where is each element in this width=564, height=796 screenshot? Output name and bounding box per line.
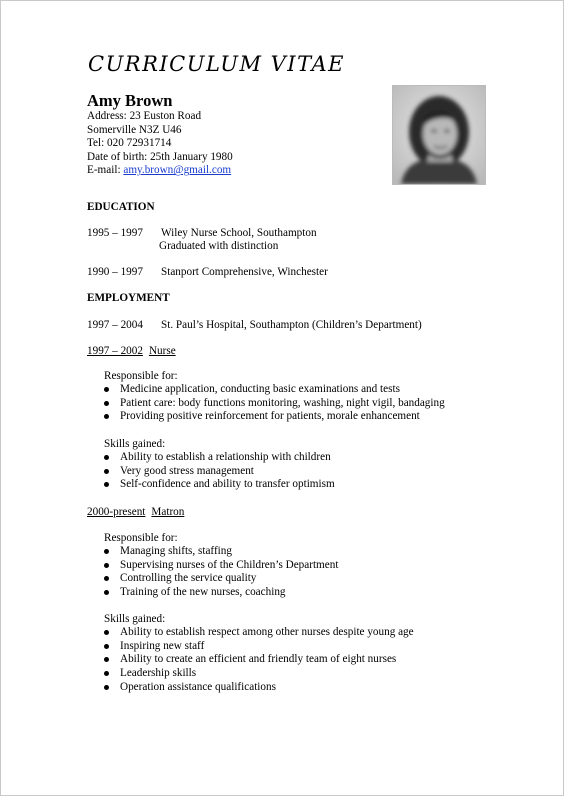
education-row bbox=[87, 226, 317, 240]
bullet-icon bbox=[104, 630, 109, 635]
address-line: Address: 23 Euston Road bbox=[87, 110, 202, 122]
bullet-icon bbox=[104, 657, 109, 662]
list-item: Medicine application, conducting basic examinations and tests bbox=[104, 383, 445, 397]
role-nurse-heading bbox=[87, 344, 176, 358]
bullet-icon bbox=[104, 590, 109, 595]
email-label: E-mail: bbox=[87, 164, 121, 177]
list-item: Very good stress management bbox=[104, 465, 335, 479]
responsible-label: Responsible for: bbox=[104, 532, 178, 544]
education-school: Stanport Comprehensive, Winchester bbox=[161, 266, 328, 278]
employer-dates: 1997 – 2004 bbox=[87, 319, 143, 331]
list-item: Ability to establish respect among other nurses despite young age bbox=[104, 626, 414, 640]
nurse-responsibilities bbox=[104, 383, 445, 424]
list-item: Operation assistance qualifications bbox=[104, 681, 414, 695]
list-item: Patient care: body functions monitoring, washing, night vigil, bandaging bbox=[104, 397, 445, 411]
bullet-icon bbox=[104, 576, 109, 581]
bullet-icon bbox=[104, 685, 109, 690]
role-matron-heading bbox=[87, 505, 184, 519]
bullet-icon bbox=[104, 469, 109, 474]
education-heading: EDUCATION bbox=[87, 201, 155, 213]
email-link[interactable]: amy.brown@gmail.com bbox=[123, 164, 232, 177]
role-title: Matron bbox=[151, 506, 185, 518]
skills-label: Skills gained: bbox=[104, 438, 166, 450]
birth-date-line: Date of birth: 25th January 1980 bbox=[87, 150, 233, 163]
bullet-icon bbox=[104, 563, 109, 568]
nurse-skills bbox=[104, 451, 335, 492]
list-item: Managing shifts, staffing bbox=[104, 545, 338, 559]
list-item: Self-confidence and ability to transfer optimism bbox=[104, 478, 335, 492]
city-line: Somerville N3Z U46 bbox=[87, 123, 182, 136]
document-title: CURRICULUM VITAE bbox=[88, 52, 345, 76]
list-item: Inspiring new staff bbox=[104, 640, 414, 654]
phone-line: Tel: 020 72931714 bbox=[87, 137, 172, 150]
contact-block bbox=[87, 110, 233, 178]
profile-photo-image bbox=[393, 86, 485, 184]
bullet-icon bbox=[104, 414, 109, 419]
list-item: Ability to create an efficient and friendly team of eight nurses bbox=[104, 653, 414, 667]
profile-photo bbox=[392, 85, 486, 185]
bullet-icon bbox=[104, 455, 109, 460]
bullet-icon bbox=[104, 387, 109, 392]
matron-skills bbox=[104, 626, 414, 695]
education-school: Wiley Nurse School, Southampton bbox=[161, 227, 317, 239]
list-item: Leadership skills bbox=[104, 667, 414, 681]
bullet-icon bbox=[104, 671, 109, 676]
role-period: 1997 – 2002 bbox=[87, 345, 143, 357]
email-line bbox=[87, 164, 233, 178]
employer-row bbox=[87, 318, 422, 332]
responsible-label: Responsible for: bbox=[104, 370, 178, 382]
list-item: Controlling the service quality bbox=[104, 572, 338, 586]
education-dates: 1995 – 1997 bbox=[87, 227, 143, 239]
skills-label: Skills gained: bbox=[104, 613, 166, 625]
list-item: Supervising nurses of the Children’s Department bbox=[104, 559, 338, 573]
education-dates: 1990 – 1997 bbox=[87, 266, 143, 278]
role-period: 2000-present bbox=[87, 506, 146, 518]
list-item: Providing positive reinforcement for patients, morale enhancement bbox=[104, 410, 445, 424]
matron-responsibilities bbox=[104, 545, 338, 600]
bullet-icon bbox=[104, 482, 109, 487]
bullet-icon bbox=[104, 401, 109, 406]
employment-heading: EMPLOYMENT bbox=[87, 292, 170, 304]
bullet-icon bbox=[104, 549, 109, 554]
education-note: Graduated with distinction bbox=[159, 240, 279, 252]
role-title: Nurse bbox=[148, 345, 176, 357]
bullet-icon bbox=[104, 644, 109, 649]
person-name: Amy Brown bbox=[87, 91, 173, 110]
education-row bbox=[87, 265, 328, 279]
employer-name: St. Paul’s Hospital, Southampton (Children’s Department) bbox=[161, 319, 422, 331]
list-item: Training of the new nurses, coaching bbox=[104, 586, 338, 600]
list-item: Ability to establish a relationship with children bbox=[104, 451, 335, 465]
